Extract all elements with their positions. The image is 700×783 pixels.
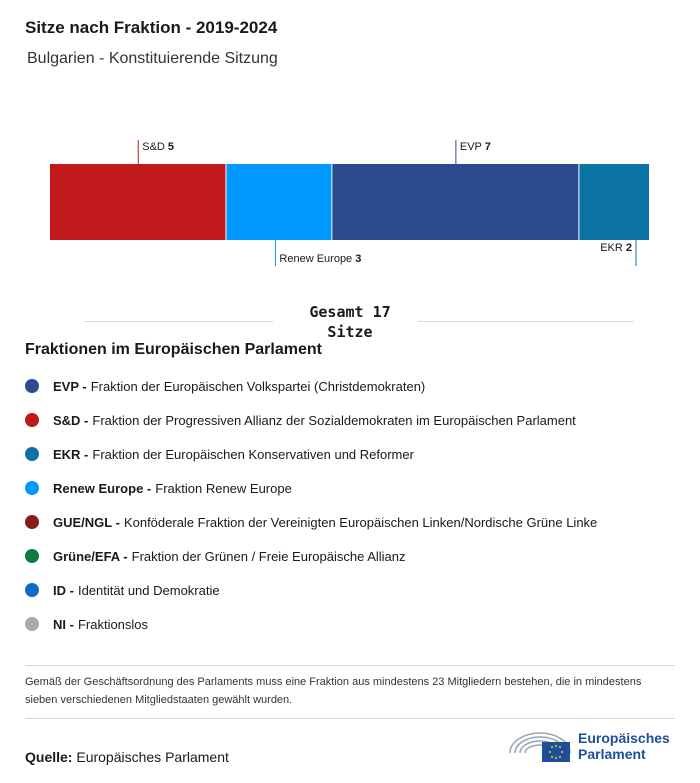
legend-name: Fraktion Renew Europe: [155, 480, 292, 496]
legend-abbr: EVP -: [53, 378, 87, 394]
legend-item: [25, 573, 685, 607]
legend-dot-icon: [25, 379, 39, 393]
legend: [25, 369, 685, 641]
segment-value: 2: [625, 242, 632, 254]
chart-title: Sitze nach Fraktion - 2019-2024: [25, 18, 278, 37]
segment-value: 7: [484, 141, 491, 153]
note-divider-bottom: [25, 718, 675, 719]
total-value: 17: [372, 303, 391, 321]
legend-abbr: S&D -: [53, 412, 89, 428]
bar-segment: [579, 164, 649, 240]
source: [25, 749, 229, 765]
logo-line-1: Europäisches: [578, 730, 670, 746]
segment-name: EVP: [459, 141, 485, 153]
segment-label: [460, 141, 491, 153]
legend-dot-icon: [25, 447, 39, 461]
legend-name: Fraktion der Europäischen Konservativen und Reformer: [92, 446, 414, 462]
source-label: Quelle:: [25, 749, 73, 765]
legend-dot-icon: [25, 515, 39, 529]
segment-label: [600, 242, 632, 254]
legend-name: Konföderale Fraktion der Vereinigten Europäischen Linken/Nordische Grüne Linke: [123, 514, 598, 530]
total-seats-text: [276, 302, 424, 342]
segment-name: Renew Europe: [279, 253, 356, 265]
legend-abbr: ID -: [53, 582, 74, 598]
segment-name: S&D: [142, 141, 168, 153]
logo-text: [578, 730, 670, 762]
legend-item: [25, 607, 685, 641]
parliament-emblem-icon: [508, 727, 572, 767]
legend-abbr: Renew Europe -: [53, 480, 152, 496]
seat-distribution-chart: [0, 130, 700, 280]
legend-item: [25, 539, 685, 573]
legend-item: [25, 403, 685, 437]
bar-segment: [226, 164, 331, 240]
legend-dot-icon: [25, 413, 39, 427]
european-parliament-logo: [508, 727, 683, 767]
segment-label: [279, 253, 361, 265]
legend-title: Fraktionen im Europäischen Parlament: [25, 341, 322, 358]
legend-dot-icon: [25, 583, 39, 597]
legend-abbr: NI -: [53, 616, 74, 632]
legend-abbr: Grüne/EFA -: [53, 548, 128, 564]
legend-name: Fraktion der Progressiven Allianz der Sozialdemokraten im Europäischen Parlament: [92, 412, 576, 428]
logo-line-2: Parlament: [578, 746, 646, 762]
segment-name: EKR: [600, 242, 626, 254]
legend-abbr: EKR -: [53, 446, 89, 462]
legend-name: Identität und Demokratie: [77, 582, 220, 598]
total-divider-left: [84, 321, 273, 322]
total-unit: Sitze: [327, 323, 373, 341]
bar-segment: [332, 164, 578, 240]
legend-name: Fraktion der Europäischen Volkspartei (Christdemokraten): [90, 378, 426, 394]
source-value: Europäisches Parlament: [76, 749, 229, 765]
segment-label: [142, 141, 174, 153]
legend-name: Fraktionslos: [77, 616, 149, 632]
legend-item: [25, 471, 685, 505]
legend-abbr: GUE/NGL -: [53, 514, 120, 530]
total-divider-right: [418, 321, 634, 322]
legend-item: [25, 437, 685, 471]
segment-value: 5: [167, 141, 175, 153]
legend-name: Fraktion der Grünen / Freie Europäische Allianz: [131, 548, 406, 564]
legend-item: [25, 369, 685, 403]
legend-dot-icon: [25, 481, 39, 495]
chart-subtitle: Bulgarien - Konstituierende Sitzung: [27, 50, 278, 67]
bar-segment: [50, 164, 225, 240]
total-label: Gesamt: [309, 303, 364, 321]
segment-value: 3: [355, 253, 362, 265]
legend-dot-icon: [25, 549, 39, 563]
footnote: Gemäß der Geschäftsordnung des Parlaments muss eine Fraktion aus mindestens 23 Mitgliedern bestehen, die in mindestens sieben verschiedenen Mitgliedstaaten gewählt wurden.: [25, 676, 642, 706]
legend-item: [25, 505, 685, 539]
total-seats: [0, 300, 700, 344]
note-divider-top: [25, 665, 675, 666]
legend-dot-icon: [25, 617, 39, 631]
